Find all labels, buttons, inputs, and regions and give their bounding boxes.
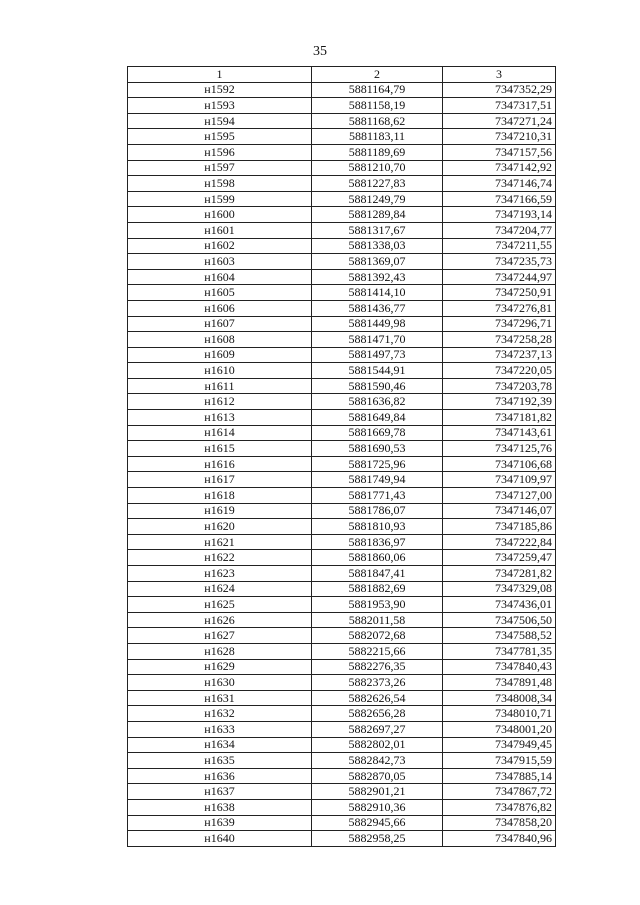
x-coordinate-cell: 5882945,66 (312, 815, 443, 831)
table-row (128, 706, 556, 722)
y-coordinate-cell: 7347885,14 (443, 768, 556, 784)
table-row (128, 753, 556, 769)
table-row (128, 160, 556, 176)
y-coordinate-cell: 7347192,39 (443, 394, 556, 410)
point-id-cell: н1596 (128, 144, 312, 160)
x-coordinate-cell: 5882842,73 (312, 753, 443, 769)
x-coordinate-cell: 5882072,68 (312, 628, 443, 644)
y-coordinate-cell: 7347271,24 (443, 113, 556, 129)
y-coordinate-cell: 7347329,08 (443, 581, 556, 597)
point-id-cell: н1619 (128, 503, 312, 519)
point-id-cell: н1630 (128, 675, 312, 691)
y-coordinate-cell: 7347317,51 (443, 98, 556, 114)
x-coordinate-cell: 5881158,19 (312, 98, 443, 114)
table-row (128, 519, 556, 535)
y-coordinate-cell: 7347106,68 (443, 456, 556, 472)
point-id-cell: н1592 (128, 82, 312, 98)
y-coordinate-cell: 7347146,74 (443, 176, 556, 192)
point-id-cell: н1621 (128, 534, 312, 550)
y-coordinate-cell: 7347276,81 (443, 300, 556, 316)
y-coordinate-cell: 7347143,61 (443, 425, 556, 441)
table-row (128, 690, 556, 706)
x-coordinate-cell: 5882958,25 (312, 831, 443, 847)
table-row (128, 285, 556, 301)
x-coordinate-cell: 5881882,69 (312, 581, 443, 597)
point-id-cell: н1629 (128, 659, 312, 675)
point-id-cell: н1620 (128, 519, 312, 535)
point-id-cell: н1622 (128, 550, 312, 566)
table-row (128, 363, 556, 379)
point-id-cell: н1637 (128, 784, 312, 800)
point-id-cell: н1623 (128, 566, 312, 582)
x-coordinate-cell: 5882276,35 (312, 659, 443, 675)
y-coordinate-cell: 7347915,59 (443, 753, 556, 769)
point-id-cell: н1632 (128, 706, 312, 722)
table-row (128, 566, 556, 582)
x-coordinate-cell: 5881749,94 (312, 472, 443, 488)
point-id-cell: н1604 (128, 269, 312, 285)
point-id-cell: н1634 (128, 737, 312, 753)
table-row (128, 238, 556, 254)
table-row (128, 191, 556, 207)
y-coordinate-cell: 7347840,43 (443, 659, 556, 675)
x-coordinate-cell: 5881168,62 (312, 113, 443, 129)
x-coordinate-cell: 5882802,01 (312, 737, 443, 753)
x-coordinate-cell: 5881636,82 (312, 394, 443, 410)
y-coordinate-cell: 7347436,01 (443, 597, 556, 613)
y-coordinate-cell: 7347891,48 (443, 675, 556, 691)
y-coordinate-cell: 7347250,91 (443, 285, 556, 301)
y-coordinate-cell: 7347142,92 (443, 160, 556, 176)
x-coordinate-cell: 5881810,93 (312, 519, 443, 535)
point-id-cell: н1640 (128, 831, 312, 847)
y-coordinate-cell: 7347109,97 (443, 472, 556, 488)
x-coordinate-cell: 5881590,46 (312, 378, 443, 394)
x-coordinate-cell: 5881471,70 (312, 332, 443, 348)
x-coordinate-cell: 5881449,98 (312, 316, 443, 332)
table-row (128, 456, 556, 472)
page-number: 35 (313, 44, 327, 59)
point-id-cell: н1618 (128, 488, 312, 504)
table-row (128, 425, 556, 441)
point-id-cell: н1605 (128, 285, 312, 301)
table-row (128, 316, 556, 332)
table-row (128, 82, 556, 98)
y-coordinate-cell: 7347125,76 (443, 441, 556, 457)
point-id-cell: н1593 (128, 98, 312, 114)
x-coordinate-cell: 5881414,10 (312, 285, 443, 301)
point-id-cell: н1601 (128, 222, 312, 238)
y-coordinate-cell: 7347506,50 (443, 612, 556, 628)
point-id-cell: н1617 (128, 472, 312, 488)
table-row (128, 768, 556, 784)
point-id-cell: н1606 (128, 300, 312, 316)
y-coordinate-cell: 7347185,86 (443, 519, 556, 535)
point-id-cell: н1616 (128, 456, 312, 472)
y-coordinate-cell: 7347157,56 (443, 144, 556, 160)
table-row (128, 98, 556, 114)
column-header-3: 3 (443, 67, 556, 83)
column-header-1: 1 (128, 67, 312, 83)
x-coordinate-cell: 5882901,21 (312, 784, 443, 800)
x-coordinate-cell: 5882656,28 (312, 706, 443, 722)
table-row (128, 269, 556, 285)
table-row (128, 597, 556, 613)
x-coordinate-cell: 5881771,43 (312, 488, 443, 504)
x-coordinate-cell: 5881669,78 (312, 425, 443, 441)
table-row (128, 332, 556, 348)
x-coordinate-cell: 5881786,07 (312, 503, 443, 519)
point-id-cell: н1639 (128, 815, 312, 831)
point-id-cell: н1638 (128, 799, 312, 815)
point-id-cell: н1631 (128, 690, 312, 706)
x-coordinate-cell: 5881317,67 (312, 222, 443, 238)
point-id-cell: н1595 (128, 129, 312, 145)
x-coordinate-cell: 5881836,97 (312, 534, 443, 550)
y-coordinate-cell: 7347220,05 (443, 363, 556, 379)
x-coordinate-cell: 5881183,11 (312, 129, 443, 145)
x-coordinate-cell: 5881860,06 (312, 550, 443, 566)
point-id-cell: н1607 (128, 316, 312, 332)
column-header-2: 2 (312, 67, 443, 83)
y-coordinate-cell: 7347840,96 (443, 831, 556, 847)
table-row (128, 394, 556, 410)
x-coordinate-cell: 5881392,43 (312, 269, 443, 285)
table-row (128, 410, 556, 426)
y-coordinate-cell: 7347237,13 (443, 347, 556, 363)
table-row (128, 207, 556, 223)
y-coordinate-cell: 7347259,47 (443, 550, 556, 566)
y-coordinate-cell: 7347867,72 (443, 784, 556, 800)
table-row (128, 550, 556, 566)
y-coordinate-cell: 7347258,28 (443, 332, 556, 348)
y-coordinate-cell: 7347235,73 (443, 254, 556, 270)
y-coordinate-cell: 7347181,82 (443, 410, 556, 426)
point-id-cell: н1628 (128, 643, 312, 659)
table-row (128, 488, 556, 504)
y-coordinate-cell: 7347127,00 (443, 488, 556, 504)
table-row (128, 113, 556, 129)
point-id-cell: н1626 (128, 612, 312, 628)
point-id-cell: н1611 (128, 378, 312, 394)
table-row (128, 300, 556, 316)
table-row (128, 721, 556, 737)
table-row (128, 659, 556, 675)
y-coordinate-cell: 7347210,31 (443, 129, 556, 145)
x-coordinate-cell: 5881436,77 (312, 300, 443, 316)
x-coordinate-cell: 5882011,58 (312, 612, 443, 628)
point-id-cell: н1627 (128, 628, 312, 644)
x-coordinate-cell: 5881210,70 (312, 160, 443, 176)
y-coordinate-cell: 7347296,71 (443, 316, 556, 332)
y-coordinate-cell: 7347781,35 (443, 643, 556, 659)
x-coordinate-cell: 5881953,90 (312, 597, 443, 613)
y-coordinate-cell: 7347949,45 (443, 737, 556, 753)
y-coordinate-cell: 7348008,34 (443, 690, 556, 706)
point-id-cell: н1625 (128, 597, 312, 613)
x-coordinate-cell: 5881497,73 (312, 347, 443, 363)
y-coordinate-cell: 7347876,82 (443, 799, 556, 815)
x-coordinate-cell: 5881164,79 (312, 82, 443, 98)
point-id-cell: н1610 (128, 363, 312, 379)
table-row (128, 534, 556, 550)
x-coordinate-cell: 5881847,41 (312, 566, 443, 582)
y-coordinate-cell: 7348001,20 (443, 721, 556, 737)
x-coordinate-cell: 5881189,69 (312, 144, 443, 160)
y-coordinate-cell: 7347858,20 (443, 815, 556, 831)
point-id-cell: н1633 (128, 721, 312, 737)
y-coordinate-cell: 7347146,07 (443, 503, 556, 519)
y-coordinate-cell: 7347211,55 (443, 238, 556, 254)
point-id-cell: н1635 (128, 753, 312, 769)
point-id-cell: н1624 (128, 581, 312, 597)
x-coordinate-cell: 5882215,66 (312, 643, 443, 659)
y-coordinate-cell: 7348010,71 (443, 706, 556, 722)
y-coordinate-cell: 7347222,84 (443, 534, 556, 550)
table-row (128, 378, 556, 394)
x-coordinate-cell: 5881725,96 (312, 456, 443, 472)
point-id-cell: н1602 (128, 238, 312, 254)
y-coordinate-cell: 7347588,52 (443, 628, 556, 644)
point-id-cell: н1613 (128, 410, 312, 426)
table-row (128, 675, 556, 691)
x-coordinate-cell: 5881338,03 (312, 238, 443, 254)
x-coordinate-cell: 5882870,05 (312, 768, 443, 784)
point-id-cell: н1598 (128, 176, 312, 192)
x-coordinate-cell: 5881690,53 (312, 441, 443, 457)
table-header-row (128, 67, 556, 83)
table-row (128, 784, 556, 800)
x-coordinate-cell: 5881649,84 (312, 410, 443, 426)
table-row (128, 129, 556, 145)
table-row (128, 799, 556, 815)
point-id-cell: н1614 (128, 425, 312, 441)
x-coordinate-cell: 5882373,26 (312, 675, 443, 691)
point-id-cell: н1636 (128, 768, 312, 784)
table-row (128, 643, 556, 659)
point-id-cell: н1599 (128, 191, 312, 207)
table-row (128, 222, 556, 238)
x-coordinate-cell: 5882626,54 (312, 690, 443, 706)
coordinates-table (127, 66, 556, 847)
point-id-cell: н1600 (128, 207, 312, 223)
x-coordinate-cell: 5882697,27 (312, 721, 443, 737)
x-coordinate-cell: 5881227,83 (312, 176, 443, 192)
x-coordinate-cell: 5881544,91 (312, 363, 443, 379)
x-coordinate-cell: 5882910,36 (312, 799, 443, 815)
table-row (128, 441, 556, 457)
point-id-cell: н1608 (128, 332, 312, 348)
table-body (128, 82, 556, 846)
x-coordinate-cell: 5881369,07 (312, 254, 443, 270)
table-row (128, 347, 556, 363)
table-row (128, 831, 556, 847)
table-row (128, 503, 556, 519)
point-id-cell: н1615 (128, 441, 312, 457)
x-coordinate-cell: 5881249,79 (312, 191, 443, 207)
y-coordinate-cell: 7347203,78 (443, 378, 556, 394)
table-row (128, 144, 556, 160)
table-row (128, 176, 556, 192)
y-coordinate-cell: 7347193,14 (443, 207, 556, 223)
point-id-cell: н1594 (128, 113, 312, 129)
x-coordinate-cell: 5881289,84 (312, 207, 443, 223)
y-coordinate-cell: 7347281,82 (443, 566, 556, 582)
point-id-cell: н1603 (128, 254, 312, 270)
y-coordinate-cell: 7347244,97 (443, 269, 556, 285)
point-id-cell: н1597 (128, 160, 312, 176)
table-row (128, 815, 556, 831)
table-row (128, 581, 556, 597)
table-row (128, 472, 556, 488)
point-id-cell: н1612 (128, 394, 312, 410)
table-row (128, 737, 556, 753)
table-row (128, 254, 556, 270)
table-row (128, 612, 556, 628)
point-id-cell: н1609 (128, 347, 312, 363)
y-coordinate-cell: 7347166,59 (443, 191, 556, 207)
y-coordinate-cell: 7347352,29 (443, 82, 556, 98)
y-coordinate-cell: 7347204,77 (443, 222, 556, 238)
table-row (128, 628, 556, 644)
